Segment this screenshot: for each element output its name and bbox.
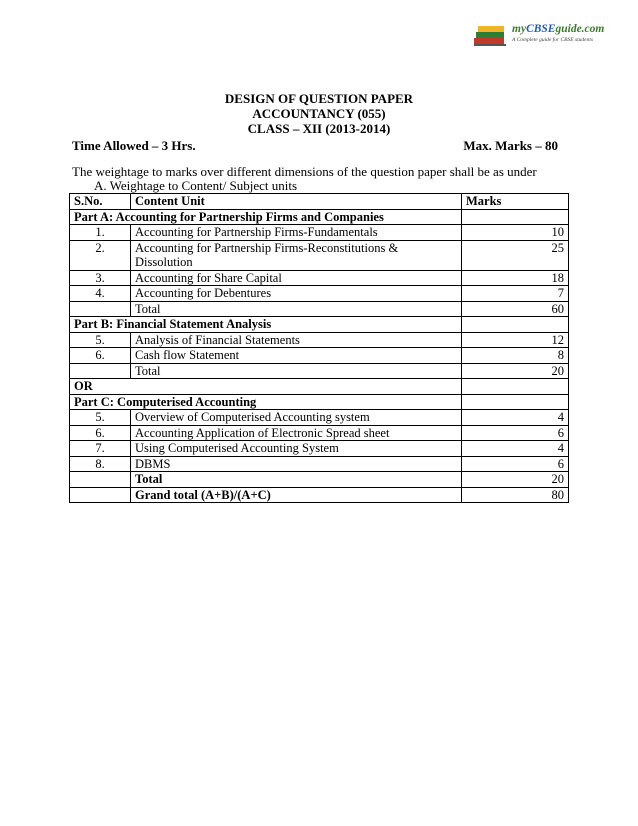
header-sno: S.No.: [70, 194, 131, 210]
row-marks: 6: [462, 456, 569, 472]
or-label: OR: [70, 379, 462, 395]
row-unit: Accounting for Share Capital: [131, 270, 462, 286]
row-marks: 8: [462, 348, 569, 364]
total-marks: 20: [462, 472, 569, 488]
table-row: [70, 441, 569, 457]
empty-cell: [462, 209, 569, 225]
row-sno: 6.: [70, 425, 131, 441]
row-unit-line1: Accounting for Partnership Firms-Reconstitutions &: [135, 240, 399, 255]
table-row: [70, 332, 569, 348]
empty-cell: [462, 379, 569, 395]
table-header-row: [70, 194, 569, 210]
books-icon: [472, 22, 508, 48]
intro-text: The weightage to marks over different dimensions of the question paper shall be as under: [72, 164, 537, 179]
part-b-row: [70, 317, 569, 333]
part-c-row: [70, 394, 569, 410]
row-sno: 2.: [70, 240, 131, 270]
document-title: DESIGN OF QUESTION PAPER: [224, 91, 414, 106]
part-a-row: [70, 209, 569, 225]
grand-total-row: [70, 487, 569, 503]
empty-cell: [70, 472, 131, 488]
header-marks: Marks: [462, 194, 569, 210]
table-row: [70, 410, 569, 426]
table-row: [70, 225, 569, 241]
empty-cell: [70, 363, 131, 379]
site-logo: [472, 22, 605, 48]
total-marks: 20: [462, 363, 569, 379]
row-sno: 5.: [70, 332, 131, 348]
empty-cell: [462, 317, 569, 333]
table-row: [70, 286, 569, 302]
table-row: [70, 240, 569, 270]
class-title: CLASS – XII (2013-2014): [247, 121, 391, 136]
total-row: [70, 363, 569, 379]
table-row: [70, 425, 569, 441]
total-row: [70, 301, 569, 317]
weightage-table: [69, 193, 569, 503]
part-a-title: Part A: Accounting for Partnership Firms and Companies: [70, 209, 462, 225]
max-marks: Max. Marks – 80: [463, 138, 558, 153]
total-label: Total: [131, 301, 462, 317]
section-subheading: A. Weightage to Content/ Subject units: [94, 178, 298, 193]
row-sno: 7.: [70, 441, 131, 457]
row-marks: 18: [462, 270, 569, 286]
table-row: [70, 348, 569, 364]
subject-title: ACCOUNTANCY (055): [252, 106, 386, 121]
part-b-title: Part B: Financial Statement Analysis: [70, 317, 462, 333]
row-marks: 4: [462, 441, 569, 457]
total-label: Total: [131, 363, 462, 379]
logo-wordmark: myCBSEguide.com: [512, 23, 605, 35]
row-unit: Accounting for Partnership Firms-Fundamentals: [131, 225, 462, 241]
row-sno: 1.: [70, 225, 131, 241]
row-unit: [131, 240, 462, 270]
row-unit: Analysis of Financial Statements: [131, 332, 462, 348]
logo-tagline: A Complete guide for CBSE students: [512, 37, 594, 43]
header-unit: Content Unit: [131, 194, 462, 210]
time-allowed: Time Allowed – 3 Hrs.: [72, 138, 196, 153]
row-unit: Using Computerised Accounting System: [131, 441, 462, 457]
total-row: [70, 472, 569, 488]
row-sno: 8.: [70, 456, 131, 472]
grand-total-marks: 80: [462, 487, 569, 503]
total-marks: 60: [462, 301, 569, 317]
row-unit: Cash flow Statement: [131, 348, 462, 364]
row-sno: 4.: [70, 286, 131, 302]
row-marks: 12: [462, 332, 569, 348]
row-marks: 10: [462, 225, 569, 241]
row-unit: Accounting Application of Electronic Spread sheet: [131, 425, 462, 441]
total-label: Total: [131, 472, 462, 488]
empty-cell: [70, 301, 131, 317]
table-row: [70, 270, 569, 286]
empty-cell: [462, 394, 569, 410]
row-unit: Overview of Computerised Accounting system: [131, 410, 462, 426]
part-c-title: Part C: Computerised Accounting: [70, 394, 462, 410]
empty-cell: [70, 487, 131, 503]
or-row: [70, 379, 569, 395]
table-row: [70, 456, 569, 472]
row-sno: 5.: [70, 410, 131, 426]
row-marks: 25: [462, 240, 569, 270]
row-sno: 3.: [70, 270, 131, 286]
row-unit-line2: Dissolution: [135, 255, 193, 269]
grand-total-label: Grand total (A+B)/(A+C): [131, 487, 462, 503]
row-unit: DBMS: [131, 456, 462, 472]
row-marks: 4: [462, 410, 569, 426]
row-marks: 6: [462, 425, 569, 441]
row-sno: 6.: [70, 348, 131, 364]
row-marks: 7: [462, 286, 569, 302]
row-unit: Accounting for Debentures: [131, 286, 462, 302]
